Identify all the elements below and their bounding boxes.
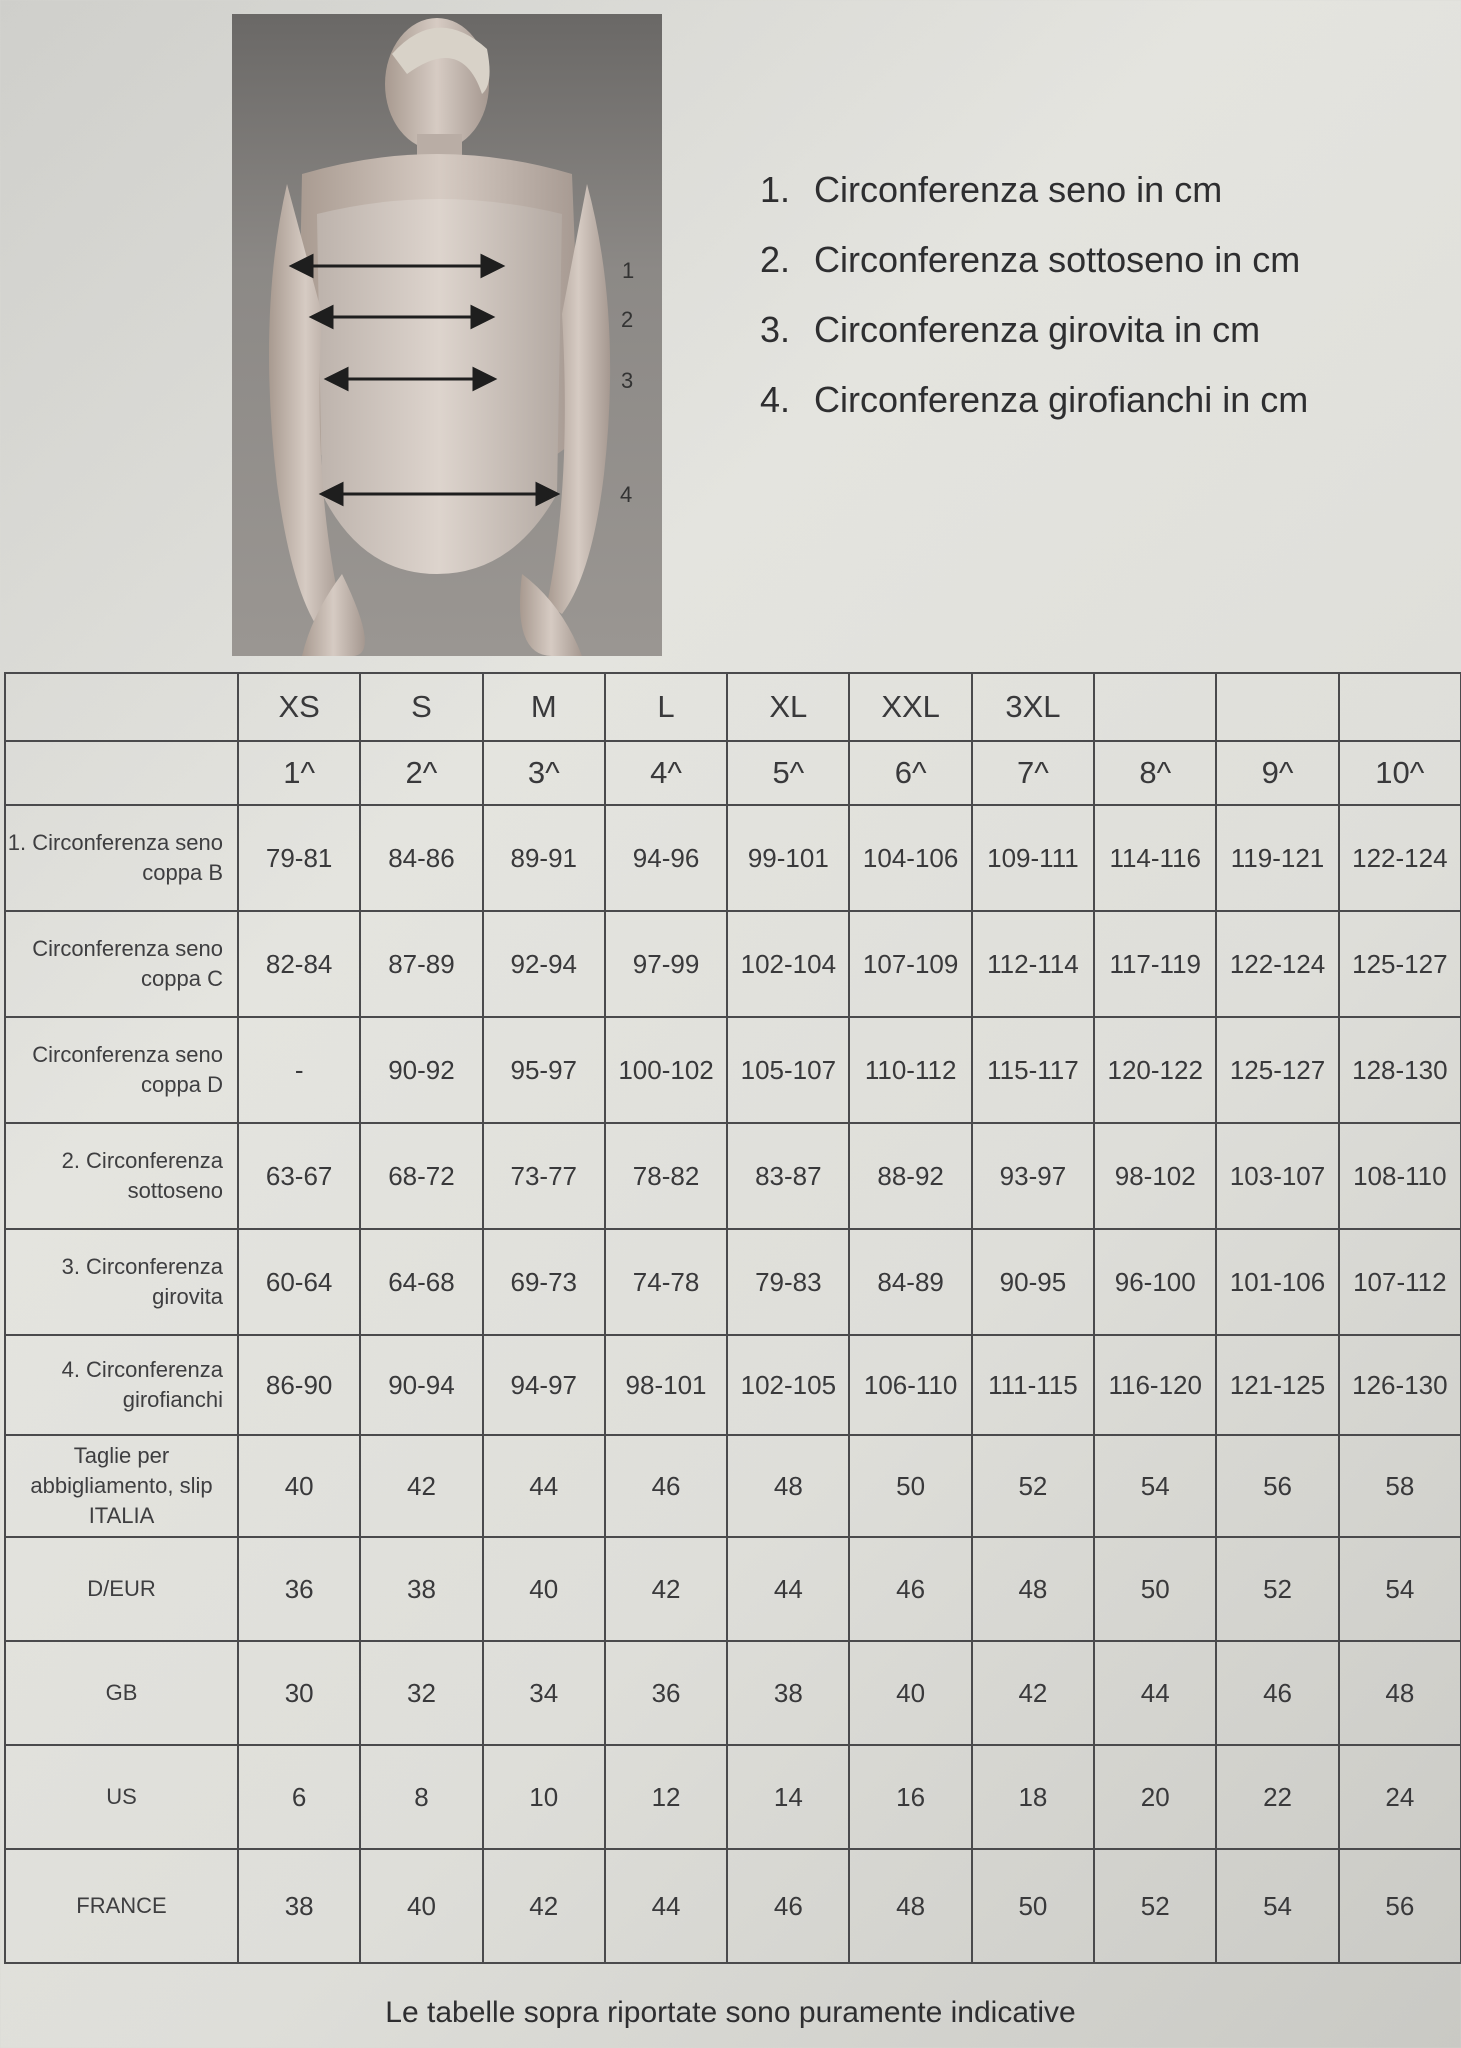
table-cell: 121-125 [1216, 1335, 1338, 1435]
table-cell: 54 [1216, 1849, 1338, 1963]
table-cell: 120-122 [1094, 1017, 1216, 1123]
table-cell: 109-111 [972, 805, 1094, 911]
size-header-cell [1216, 673, 1338, 741]
table-cell: 58 [1339, 1435, 1461, 1537]
table-row [5, 1335, 1461, 1435]
size-header-cell: XL [727, 673, 849, 741]
size-header-cell: L [605, 673, 727, 741]
table-cell: 119-121 [1216, 805, 1338, 911]
table-cell: 84-86 [360, 805, 482, 911]
table-cell: 32 [360, 1641, 482, 1745]
row-label: GB [5, 1641, 238, 1745]
table-cell: 56 [1216, 1435, 1338, 1537]
table-cell: 50 [1094, 1537, 1216, 1641]
legend-item: 2. Circonferenza sottoseno in cm [760, 239, 1301, 280]
table-cell: 90-95 [972, 1229, 1094, 1335]
table-cell: 117-119 [1094, 911, 1216, 1017]
table-cell: 12 [605, 1745, 727, 1849]
table-cell: 40 [238, 1435, 360, 1537]
model-photo [232, 14, 662, 656]
table-cell: 46 [1216, 1641, 1338, 1745]
table-row [5, 1745, 1461, 1849]
table-cell: 8 [360, 1745, 482, 1849]
table-cell: 40 [360, 1849, 482, 1963]
number-header-cell: 10^ [1339, 741, 1461, 805]
table-cell: 14 [727, 1745, 849, 1849]
table-cell: 40 [849, 1641, 971, 1745]
legend-item: 1. Circonferenza seno in cm [760, 169, 1223, 210]
table-cell: 44 [605, 1849, 727, 1963]
table-cell: 122-124 [1216, 911, 1338, 1017]
number-header-row [5, 741, 1461, 805]
table-cell: 38 [360, 1537, 482, 1641]
table-cell: 87-89 [360, 911, 482, 1017]
table-cell: 98-102 [1094, 1123, 1216, 1229]
table-cell: 99-101 [727, 805, 849, 911]
table-cell: 82-84 [238, 911, 360, 1017]
size-header-cell: XXL [849, 673, 971, 741]
size-header-cell: 3XL [972, 673, 1094, 741]
table-cell: 64-68 [360, 1229, 482, 1335]
table-cell: 104-106 [849, 805, 971, 911]
table-cell: 116-120 [1094, 1335, 1216, 1435]
table-cell: 79-81 [238, 805, 360, 911]
table-cell: 74-78 [605, 1229, 727, 1335]
row-label: Taglie per abbigliamento, slip ITALIA [5, 1435, 238, 1537]
table-cell: 128-130 [1339, 1017, 1461, 1123]
table-cell: 46 [727, 1849, 849, 1963]
table-cell: 86-90 [238, 1335, 360, 1435]
table-cell: 101-106 [1216, 1229, 1338, 1335]
table-cell: 10 [483, 1745, 605, 1849]
table-cell: 38 [727, 1641, 849, 1745]
table-cell: 95-97 [483, 1017, 605, 1123]
table-cell: 52 [1216, 1537, 1338, 1641]
row-label: D/EUR [5, 1537, 238, 1641]
size-header-cell: M [483, 673, 605, 741]
table-cell: 102-105 [727, 1335, 849, 1435]
table-cell: 112-114 [972, 911, 1094, 1017]
table-cell: 46 [849, 1537, 971, 1641]
table-cell: 36 [238, 1537, 360, 1641]
table-cell: 30 [238, 1641, 360, 1745]
table-cell: 46 [605, 1435, 727, 1537]
number-header-cell: 1^ [238, 741, 360, 805]
table-cell: 78-82 [605, 1123, 727, 1229]
size-header-row [5, 673, 1461, 741]
table-cell: 50 [849, 1435, 971, 1537]
table-cell: 89-91 [483, 805, 605, 911]
table-cell: 88-92 [849, 1123, 971, 1229]
table-cell: - [238, 1017, 360, 1123]
table-cell: 114-116 [1094, 805, 1216, 911]
number-header-cell: 8^ [1094, 741, 1216, 805]
table-cell: 125-127 [1216, 1017, 1338, 1123]
number-header-cell: 5^ [727, 741, 849, 805]
table-cell: 96-100 [1094, 1229, 1216, 1335]
table-cell: 48 [972, 1537, 1094, 1641]
table-cell: 84-89 [849, 1229, 971, 1335]
table-cell: 44 [483, 1435, 605, 1537]
marker-3: 3 [621, 368, 634, 393]
table-cell: 52 [972, 1435, 1094, 1537]
table-cell: 94-96 [605, 805, 727, 911]
row-label: Circonferenza seno coppa D [5, 1017, 238, 1123]
table-cell: 93-97 [972, 1123, 1094, 1229]
marker-2: 2 [621, 307, 634, 332]
table-cell: 22 [1216, 1745, 1338, 1849]
table-row [5, 1229, 1461, 1335]
table-cell: 108-110 [1339, 1123, 1461, 1229]
table-cell: 68-72 [360, 1123, 482, 1229]
legend-item: 4. Circonferenza girofianchi in cm [760, 379, 1309, 420]
size-header-cell [1094, 673, 1216, 741]
table-cell: 97-99 [605, 911, 727, 1017]
table-cell: 34 [483, 1641, 605, 1745]
number-header-cell: 7^ [972, 741, 1094, 805]
table-cell: 44 [1094, 1641, 1216, 1745]
table-row [5, 1537, 1461, 1641]
row-label: 4. Circonferenza girofianchi [5, 1335, 238, 1435]
measurement-legend [760, 155, 1308, 435]
table-cell: 42 [483, 1849, 605, 1963]
table-row [5, 1123, 1461, 1229]
table-row [5, 1435, 1461, 1537]
number-header-cell: 4^ [605, 741, 727, 805]
number-header-cell: 3^ [483, 741, 605, 805]
table-cell: 90-92 [360, 1017, 482, 1123]
table-cell: 115-117 [972, 1017, 1094, 1123]
row-label: 1. Circonferenza seno coppa B [5, 805, 238, 911]
model-illustration [232, 14, 662, 656]
table-cell: 20 [1094, 1745, 1216, 1849]
table-cell: 48 [727, 1435, 849, 1537]
corner-cell [5, 673, 238, 741]
table-cell: 54 [1094, 1435, 1216, 1537]
table-row [5, 1017, 1461, 1123]
table-cell: 60-64 [238, 1229, 360, 1335]
table-cell: 18 [972, 1745, 1094, 1849]
table-cell: 52 [1094, 1849, 1216, 1963]
table-cell: 42 [360, 1435, 482, 1537]
table-cell: 40 [483, 1537, 605, 1641]
marker-4: 4 [620, 482, 633, 507]
table-cell: 103-107 [1216, 1123, 1338, 1229]
table-cell: 24 [1339, 1745, 1461, 1849]
legend-item: 3. Circonferenza girovita in cm [760, 309, 1261, 350]
table-cell: 107-109 [849, 911, 971, 1017]
row-label: FRANCE [5, 1849, 238, 1963]
table-cell: 105-107 [727, 1017, 849, 1123]
table-cell: 111-115 [972, 1335, 1094, 1435]
table-cell: 16 [849, 1745, 971, 1849]
table-cell: 63-67 [238, 1123, 360, 1229]
table-row [5, 1641, 1461, 1745]
table-cell: 98-101 [605, 1335, 727, 1435]
table-cell: 100-102 [605, 1017, 727, 1123]
corner-cell [5, 741, 238, 805]
table-cell: 79-83 [727, 1229, 849, 1335]
number-header-cell: 2^ [360, 741, 482, 805]
table-cell: 42 [605, 1537, 727, 1641]
table-cell: 83-87 [727, 1123, 849, 1229]
table-cell: 36 [605, 1641, 727, 1745]
table-cell: 44 [727, 1537, 849, 1641]
number-header-cell: 6^ [849, 741, 971, 805]
row-label: US [5, 1745, 238, 1849]
row-label: 2. Circonferenza sottoseno [5, 1123, 238, 1229]
table-cell: 38 [238, 1849, 360, 1963]
table-cell: 92-94 [483, 911, 605, 1017]
table-cell: 90-94 [360, 1335, 482, 1435]
table-cell: 122-124 [1339, 805, 1461, 911]
row-label: Circonferenza seno coppa C [5, 911, 238, 1017]
table-cell: 125-127 [1339, 911, 1461, 1017]
table-cell: 6 [238, 1745, 360, 1849]
table-cell: 73-77 [483, 1123, 605, 1229]
footer-note: Le tabelle sopra riportate sono puramente indicative [385, 1996, 1076, 2029]
table-cell: 94-97 [483, 1335, 605, 1435]
table-cell: 107-112 [1339, 1229, 1461, 1335]
table-cell: 54 [1339, 1537, 1461, 1641]
row-label: 3. Circonferenza girovita [5, 1229, 238, 1335]
size-header-cell [1339, 673, 1461, 741]
table-row [5, 805, 1461, 911]
table-cell: 48 [849, 1849, 971, 1963]
table-cell: 102-104 [727, 911, 849, 1017]
number-header-cell: 9^ [1216, 741, 1338, 805]
table-cell: 110-112 [849, 1017, 971, 1123]
table-row [5, 911, 1461, 1017]
table-cell: 106-110 [849, 1335, 971, 1435]
table-row [5, 1849, 1461, 1963]
table-cell: 69-73 [483, 1229, 605, 1335]
size-header-cell: S [360, 673, 482, 741]
size-chart-table [4, 672, 1461, 1964]
table-cell: 56 [1339, 1849, 1461, 1963]
table-cell: 48 [1339, 1641, 1461, 1745]
table-cell: 50 [972, 1849, 1094, 1963]
marker-1: 1 [622, 258, 635, 283]
table-cell: 126-130 [1339, 1335, 1461, 1435]
size-header-cell: XS [238, 673, 360, 741]
table-cell: 42 [972, 1641, 1094, 1745]
